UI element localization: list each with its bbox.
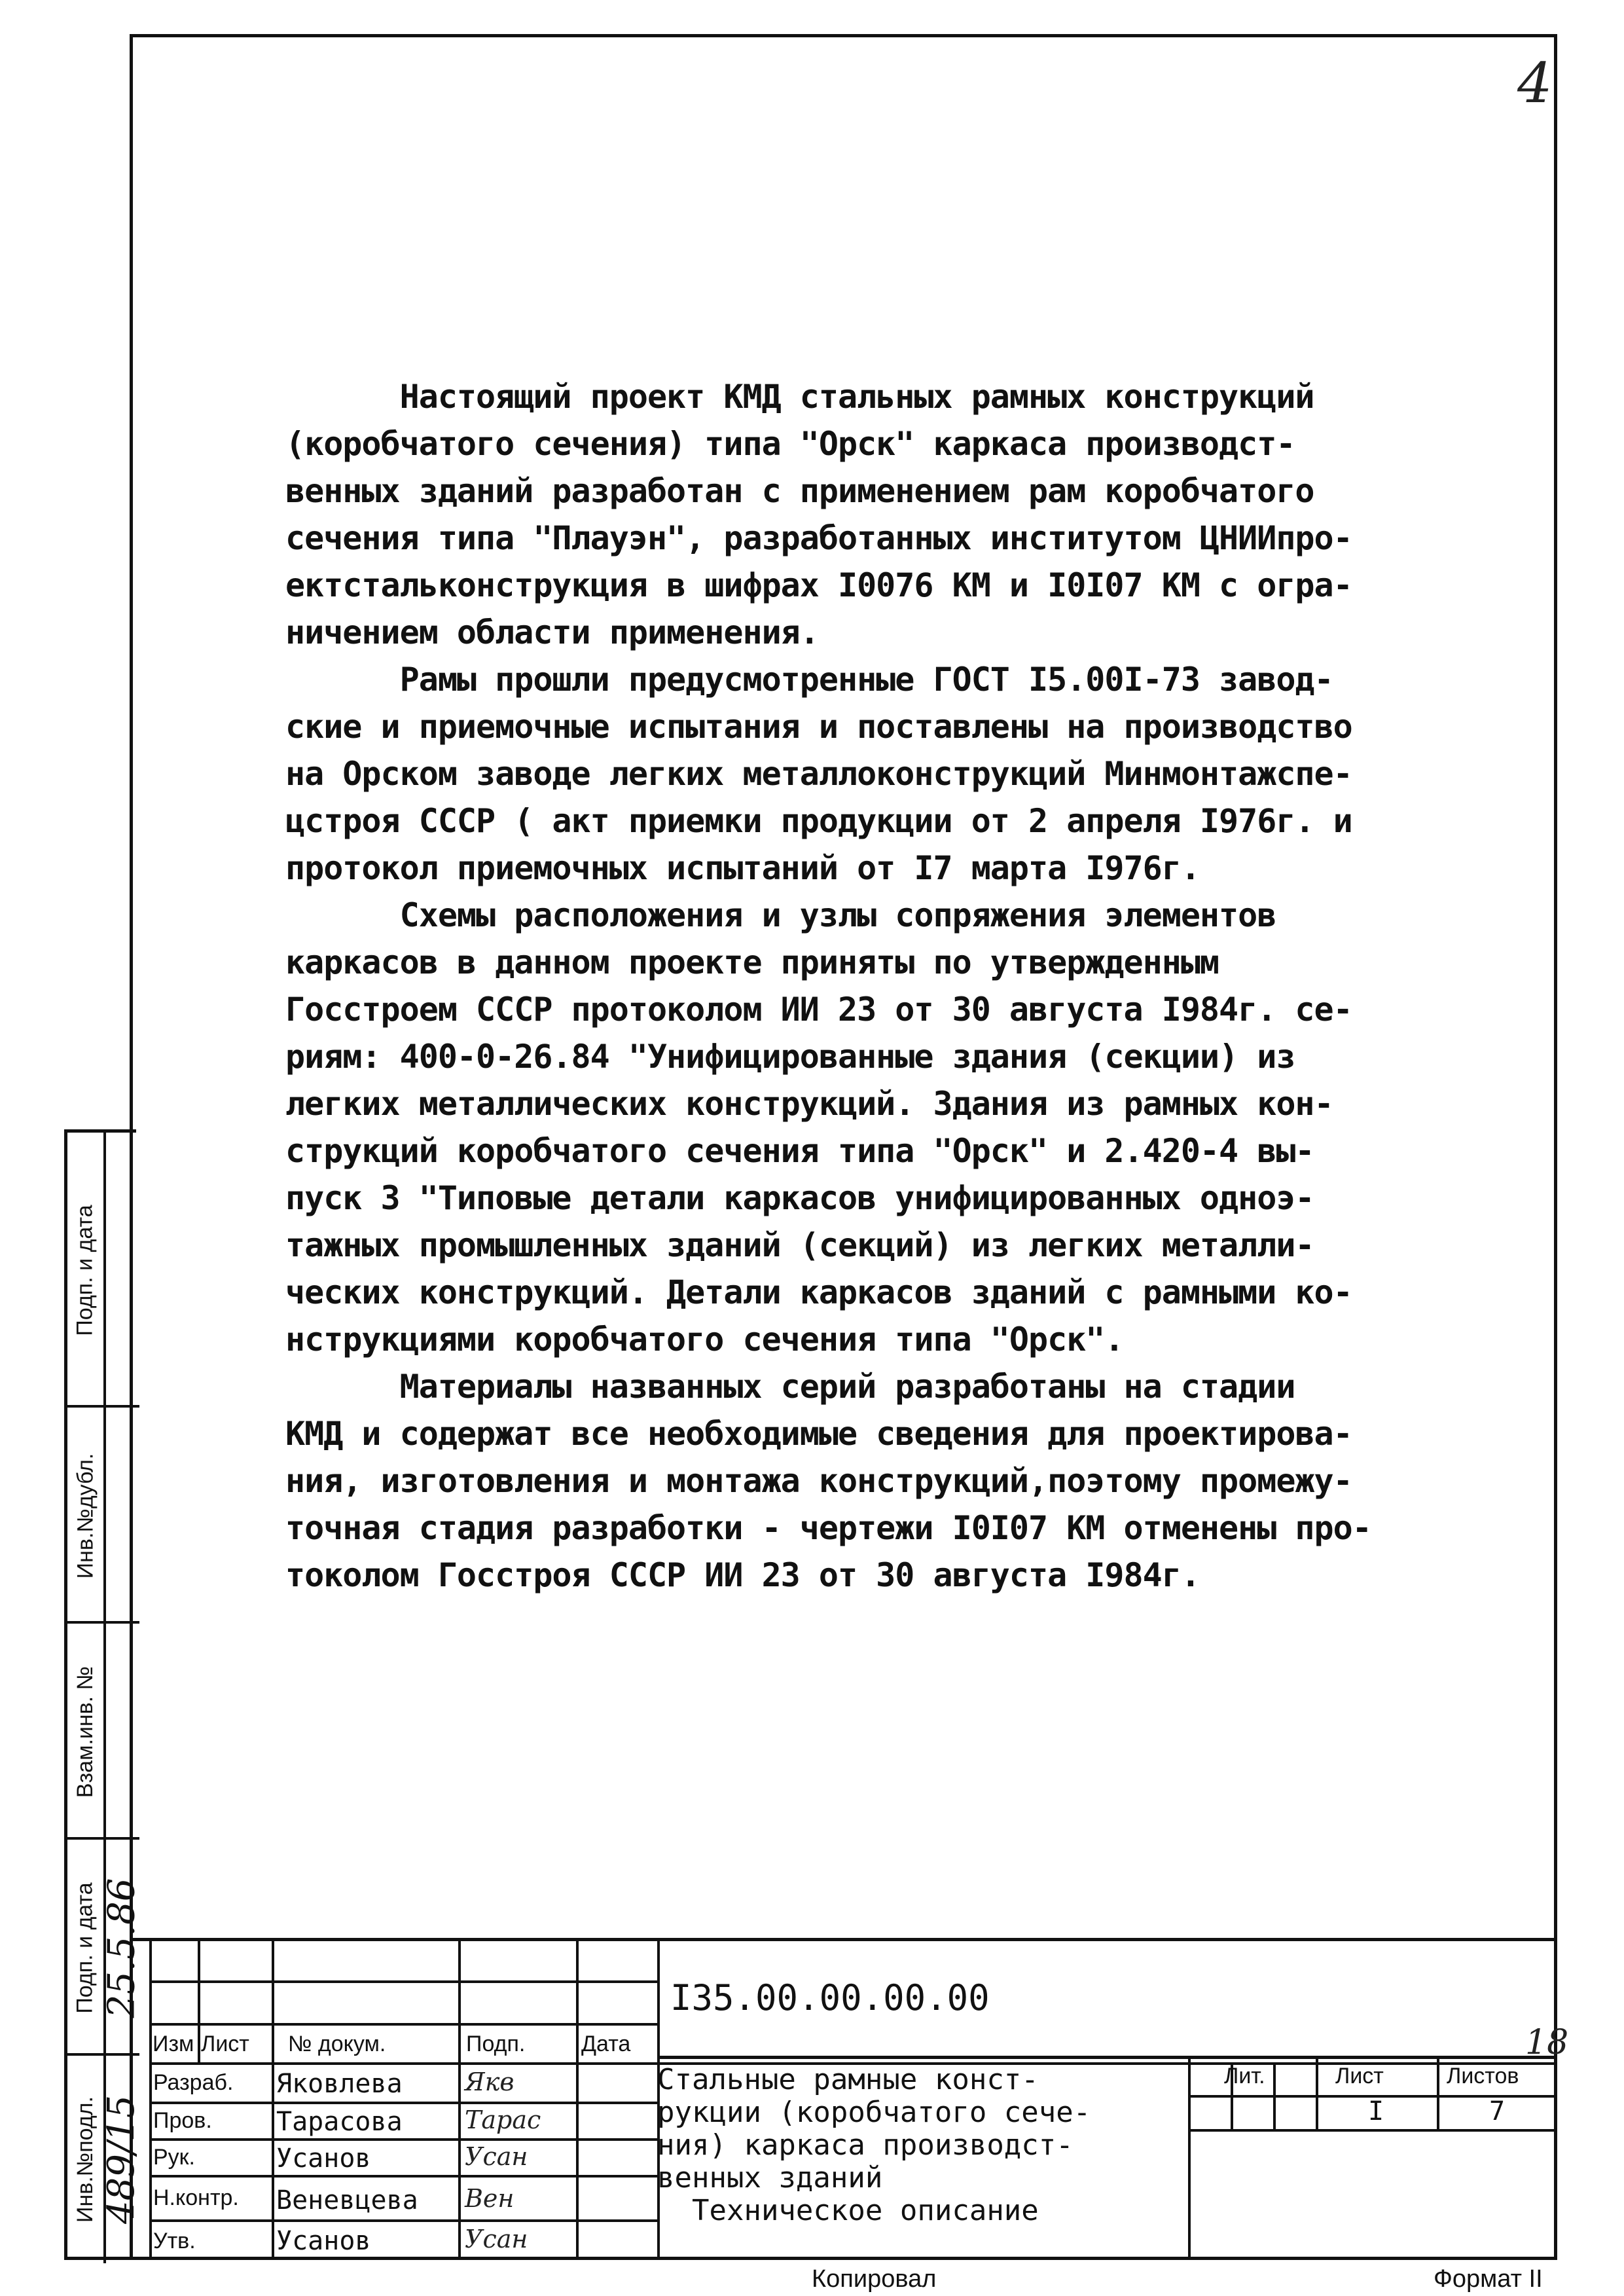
side-label-original-inventory: Инв.№подл. [73, 2096, 98, 2223]
name-checker: Тарасова [276, 2107, 403, 2137]
signature-norm-control: Вен [465, 2184, 514, 2213]
role-developer: Разраб. [153, 2070, 234, 2095]
document-title: Стальные рамные конст- рукции (коробчатого сече- ния) каркаса производст- венных зданий Техническое описание [657, 2063, 1091, 2227]
sheets-label: Листов [1447, 2064, 1519, 2088]
role-norm-control: Н.контр. [153, 2185, 239, 2210]
side-label-dup-inventory: Инв.№дубл. [73, 1453, 98, 1578]
document-body [285, 373, 1477, 1599]
signature-developer: Якв [465, 2068, 514, 2096]
col-header-sheet: Лист [201, 2032, 249, 2056]
document-code: I35.00.00.00.00 [670, 1977, 990, 2018]
paragraph-materials: Материалы названных серий разработаны на стадии КМД и содержат все необходимые сведения для проектирова- ния, изготовления и монтажа конструкций,поэтому промежу- точная стадия разработки - чертежи I0I07 КМ отменены про- токолом Госстроя СССР ИИ 23 от 30 августа I984г. [285, 1368, 1371, 1594]
sheet-number-handwritten: 18 [1525, 2023, 1569, 2062]
col-header-date: Дата [581, 2032, 631, 2056]
side-handwritten-inventory: 489/15 [100, 2094, 143, 2225]
paragraph-schemes: Схемы расположения и узлы сопряжения элементов каркасов в данном проекте приняты по утвержденным Госстроем СССР протоколом ИИ 23 от 30 августа I984г. се- риям: 400-0-26.84 "Унифицированные здания (секции) из легких металлических конструкций. Здания из рамных кон- струкций коробчатого сечения типа "Орск" и 2.420-4 вы- пуск 3 "Типовые детали каркасов унифицированных одноэ- тажных промышленных зданий (секций) из легких металли- ческих конструкций. Детали каркасов зданий с рамными ко- нструкциями коробчатого сечения типа "Орск". [285, 896, 1352, 1358]
col-header-doc-number: № докум. [288, 2032, 386, 2056]
name-manager: Усанов [276, 2143, 371, 2174]
side-label-sign-date-2: Подп. и дата [73, 1882, 98, 2014]
side-label-sign-date-1: Подп. и дата [73, 1204, 98, 1336]
signature-checker: Тараc [465, 2105, 541, 2134]
signature-approver: Усан [465, 2225, 528, 2253]
side-handwritten-date: 25.5.86 [100, 1878, 143, 2018]
footer-format: Формат II [1434, 2265, 1543, 2293]
sheet-mark: 4 [1517, 51, 1553, 115]
role-manager: Рук. [153, 2145, 195, 2170]
name-norm-control: Веневцева [276, 2185, 418, 2215]
name-approver: Усанов [276, 2226, 371, 2256]
sheet-label: Лист [1335, 2064, 1384, 2088]
side-label-replaced-inventory: Взам.инв. № [73, 1666, 98, 1798]
col-header-signature: Подп. [466, 2032, 526, 2056]
paragraph-intro: Настоящий проект КМД стальных рамных конструкций (коробчатого сечения) типа "Орск" каркаса производст- венных зданий разработан с применением рам коробчатого сечения типа "Плауэн", разработанных институтом ЦНИИпро- ектстальконструкция в шифрах I0076 КМ и I0I07 КМ с огра- ничением области применения. [285, 378, 1352, 651]
lit-label: Лит. [1224, 2064, 1265, 2088]
sheets-value: 7 [1489, 2096, 1506, 2126]
col-header-change: Изм [153, 2032, 194, 2056]
side-stamp [64, 1129, 143, 2260]
name-developer: Яковлева [276, 2069, 403, 2099]
role-approver: Утв. [153, 2229, 196, 2253]
sheet-value: I [1368, 2096, 1384, 2126]
signature-manager: Усан [465, 2142, 528, 2171]
role-checker: Пров. [153, 2108, 212, 2133]
footer-copied: Копировал [812, 2265, 937, 2293]
paragraph-tests: Рамы прошли предусмотренные ГОСТ I5.00I-73 завод- ские и приемочные испытания и поставлены на производство на Орском заводе легких металлоконструкций Минмонтажспе- цстроя СССР ( акт приемки продукции от 2 апреля I976г. и протокол приемочных испытаний от I7 марта I976г. [285, 661, 1352, 887]
